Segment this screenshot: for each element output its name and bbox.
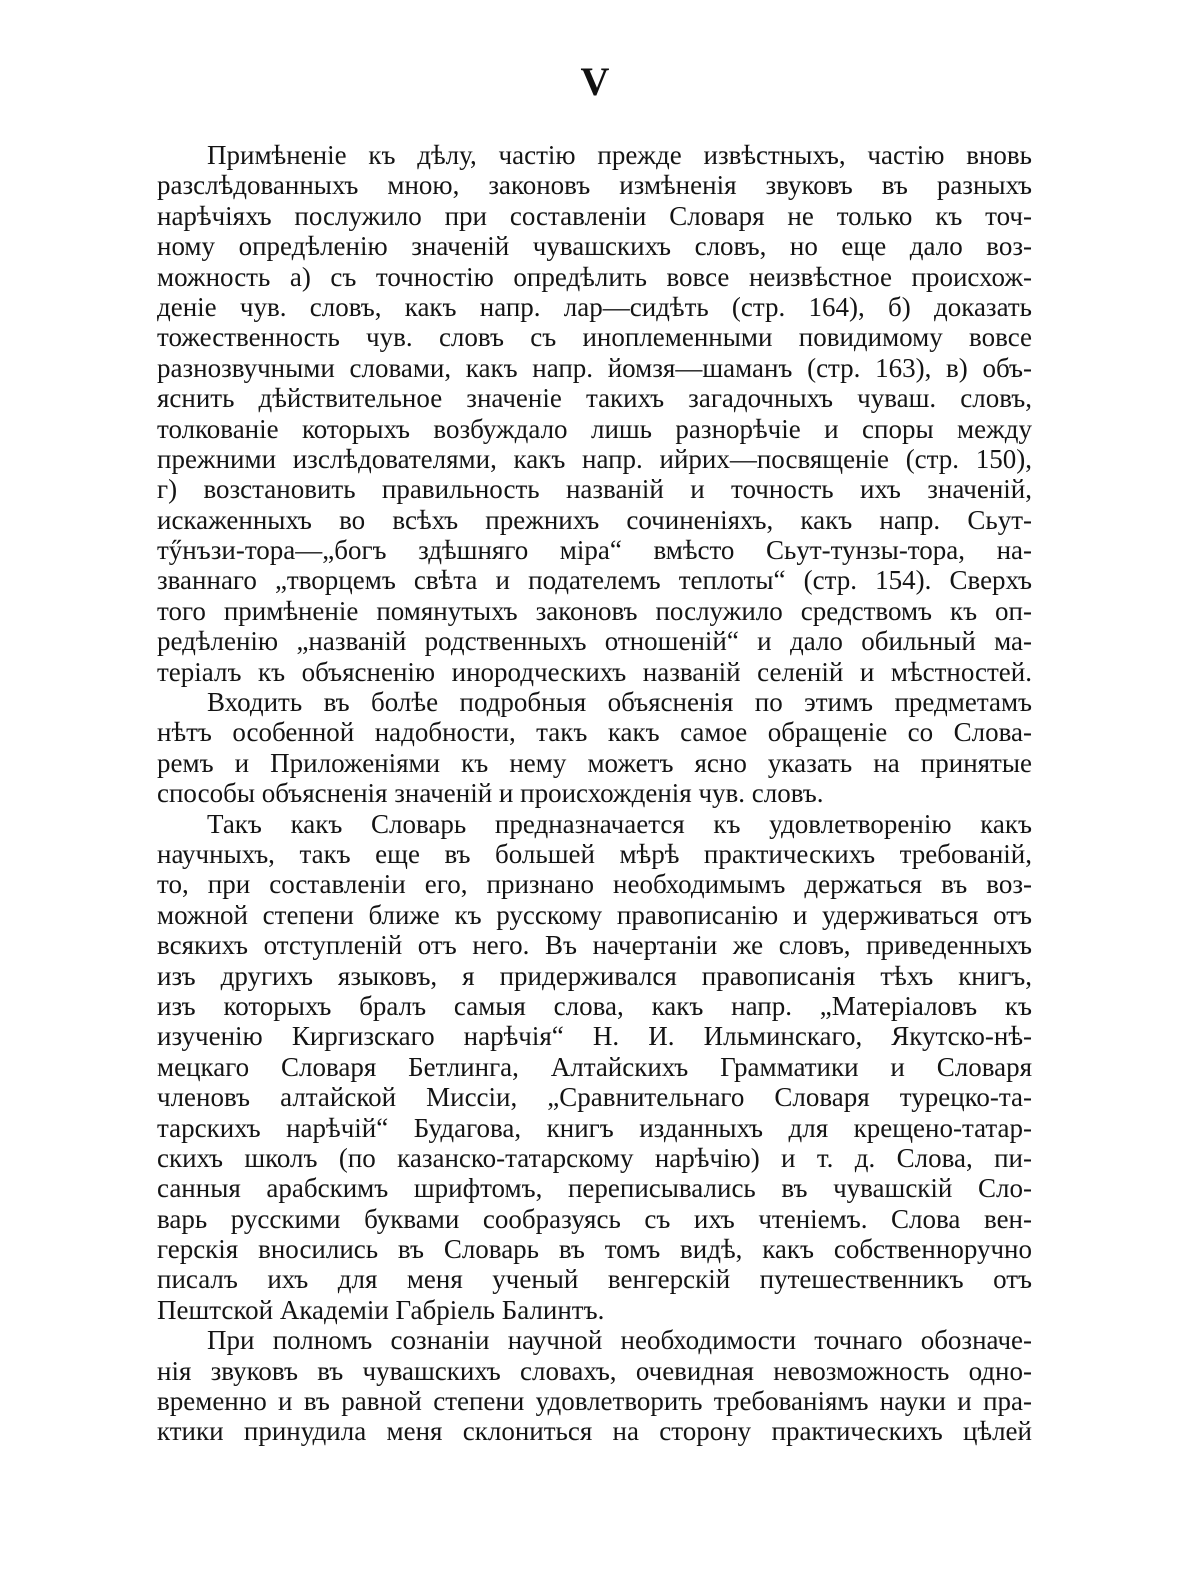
text-line: варь русскими буквами сообразуясь съ ихъ чтеніемъ. Слова вен- <box>157 1203 1032 1234</box>
paragraph <box>157 1325 1032 1447</box>
text-line: способы объясненія значеній и происхожденія чув. словъ. <box>157 778 824 809</box>
text-line: то, при составленіи его, признано необходимымъ держаться въ воз- <box>157 869 1032 900</box>
page-number: V <box>580 59 611 104</box>
text-line: Входить въ болѣе подробныя объясненія по этимъ предметамъ <box>207 687 1032 718</box>
text-line: герскія вносились въ Словарь въ томъ видѣ, какъ собственноручно <box>157 1234 1032 1265</box>
text-line: разслѣдованныхъ мною, законовъ измѣненія звуковъ въ разныхъ <box>157 170 1032 201</box>
paragraph <box>157 809 1032 1326</box>
text-line: мецкаго Словаря Бетлинга, Алтайскихъ Грамматики и Словаря <box>157 1051 1032 1082</box>
text-line: яснить дѣйствительное значеніе такихъ загадочныхъ чуваш. словъ, <box>157 383 1032 414</box>
text-line: нарѣчіяхъ послужило при составленіи Словаря не только къ точ- <box>157 200 1032 231</box>
text-line: г) возстановить правильность названій и точность ихъ значеній, <box>157 474 1032 505</box>
body-text <box>157 140 1032 1447</box>
text-line: можность а) съ точностію опредѣлить вовсе неизвѣстное происхож- <box>157 261 1032 292</box>
text-line: того примѣненіе помянутыхъ законовъ послужило средствомъ къ оп- <box>157 595 1032 626</box>
text-line: изъ которыхъ бралъ самыя слова, какъ напр. „Матеріаловъ къ <box>157 990 1032 1021</box>
text-line: толкованіе которыхъ возбуждало лишь разнорѣчіе и споры между <box>157 413 1032 444</box>
text-line: Пештской Академіи Габріель Балинтъ. <box>157 1294 605 1325</box>
text-line: нѣтъ особенной надобности, такъ какъ самое обращеніе со Слова- <box>157 717 1032 748</box>
text-line: можной степени ближе къ русскому правописанію и удерживаться отъ <box>157 899 1032 930</box>
text-line: тӳнъзи-тора—„богъ здѣшняго міра“ вмѣсто Сьут-тунзы-тора, на- <box>157 535 1032 566</box>
text-line: изученію Киргизскаго нарѣчія“ Н. И. Ильминскаго, Якутско-нѣ- <box>157 1021 1032 1052</box>
text-line: временно и въ равной степени удовлетворить требованіямъ науки и пра- <box>157 1386 1032 1417</box>
text-line: тожественность чув. словъ съ иноплеменными повидимому вовсе <box>157 322 1032 353</box>
text-line: всякихъ отступленій отъ него. Въ начертаніи же словъ, приведенныхъ <box>157 930 1032 961</box>
text-line: деніе чув. словъ, какъ напр. лар—сидѣть (стр. 164), б) доказать <box>157 291 1032 322</box>
text-line: теріалъ къ объясненію инородческихъ названій селеній и мѣстностей. <box>157 656 1032 687</box>
text-line: Примѣненіе къ дѣлу, частію прежде извѣстныхъ, частію вновь <box>207 140 1032 170</box>
text-line: нія звуковъ въ чувашскихъ словахъ, очевидная невозможность одно- <box>157 1355 1032 1386</box>
text-line: изъ другихъ языковъ, я придерживался правописанія тѣхъ книгъ, <box>157 960 1032 991</box>
text-line: санныя арабскимъ шрифтомъ, переписывались въ чувашскій Сло- <box>157 1173 1032 1204</box>
text-line: писалъ ихъ для меня ученый венгерскій путешественникъ отъ <box>157 1264 1032 1295</box>
text-line: званнаго „творцемъ свѣта и подателемъ теплоты“ (стр. 154). Сверхъ <box>157 565 1032 596</box>
text-line: ктики принудила меня склониться на сторону практическихъ цѣлей <box>157 1416 1032 1447</box>
text-line: искаженныхъ во всѣхъ прежнихъ сочиненіяхъ, какъ напр. Сьут- <box>157 504 1032 535</box>
text-line: разнозвучными словами, какъ напр. йомзя—шаманъ (стр. 163), в) объ- <box>157 352 1032 383</box>
text-line: При полномъ сознаніи научной необходимости точнаго обозначе- <box>207 1325 1032 1356</box>
text-line: ному опредѣленію значеній чувашскихъ словъ, но еще дало воз- <box>157 231 1032 262</box>
text-line: ремъ и Приложеніями къ нему можетъ ясно указать на принятые <box>157 747 1032 778</box>
text-line: редѣленію „названій родственныхъ отношеній“ и дало обильный ма- <box>157 626 1032 657</box>
paragraph <box>157 140 1032 687</box>
text-line: Такъ какъ Словарь предназначается къ удовлетворенію какъ <box>207 808 1032 839</box>
text-line: скихъ школъ (по казанско-татарскому нарѣчію) и т. д. Слова, пи- <box>157 1142 1032 1173</box>
text-line: научныхъ, такъ еще въ большей мѣрѣ практическихъ требованій, <box>157 838 1032 869</box>
text-line: прежними изслѣдователями, какъ напр. ийрих—посвященіе (стр. 150), <box>157 443 1032 474</box>
text-line: членовъ алтайской Миссіи, „Сравнительнаго Словаря турецко-та- <box>157 1082 1032 1113</box>
text-line: тарскихъ нарѣчій“ Будагова, книгъ изданныхъ для крещено-татар- <box>157 1112 1032 1143</box>
paragraph <box>157 687 1032 809</box>
